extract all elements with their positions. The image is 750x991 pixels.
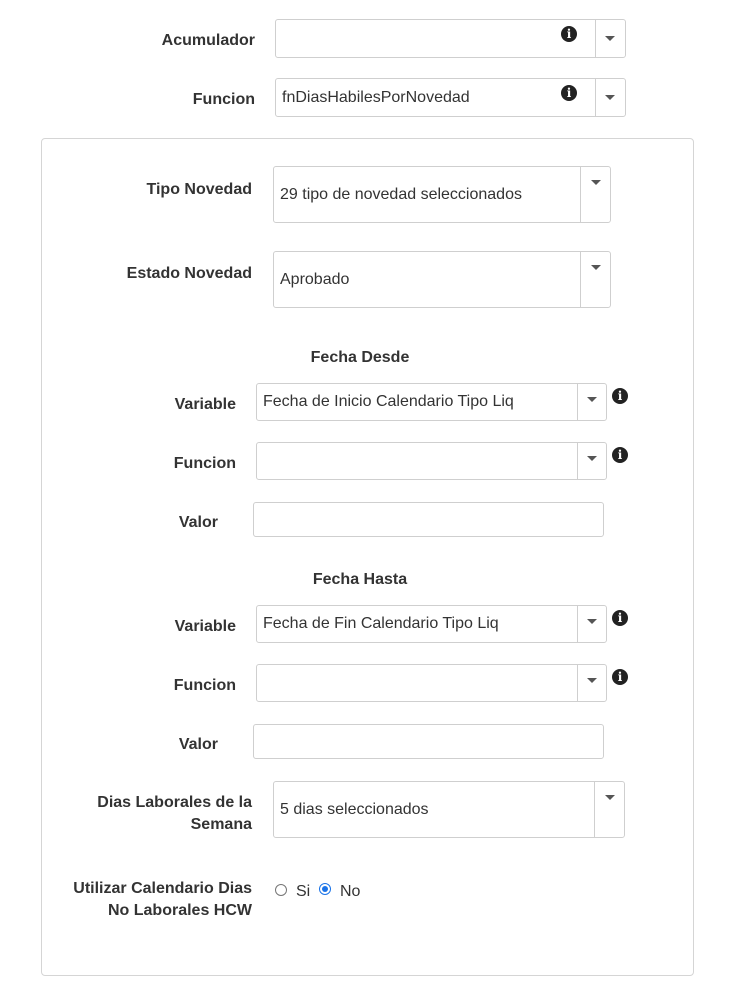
chevron-down-icon xyxy=(591,180,601,185)
tipo-novedad-dropdown-toggle[interactable] xyxy=(580,167,611,222)
fecha-desde-variable-value: Fecha de Inicio Calendario Tipo Liq xyxy=(263,393,514,410)
fecha-hasta-variable-select[interactable] xyxy=(256,605,607,643)
fecha-hasta-valor-input[interactable] xyxy=(253,724,604,759)
fecha-hasta-funcion-label: Funcion xyxy=(173,677,236,694)
funcion-label: Funcion xyxy=(192,91,255,108)
calendario-radio-no-label[interactable]: No xyxy=(340,883,361,900)
calendario-radio-si[interactable] xyxy=(275,884,287,896)
estado-novedad-dropdown-toggle[interactable] xyxy=(580,252,611,307)
info-icon[interactable]: i xyxy=(561,85,577,101)
fecha-desde-funcion-select[interactable] xyxy=(256,442,607,480)
estado-novedad-value: Aprobado xyxy=(280,270,350,288)
fecha-hasta-variable-label: Variable xyxy=(174,618,236,635)
fecha-hasta-funcion-select[interactable] xyxy=(256,664,607,702)
chevron-down-icon xyxy=(587,397,597,402)
info-icon[interactable]: i xyxy=(612,610,628,626)
fecha-desde-variable-select[interactable] xyxy=(256,383,607,421)
dias-laborales-dropdown-toggle[interactable] xyxy=(594,782,625,837)
chevron-down-icon xyxy=(587,456,597,461)
fecha-desde-funcion-dropdown-toggle[interactable] xyxy=(577,443,608,479)
dias-laborales-label-line2: Semana xyxy=(190,816,252,833)
estado-novedad-select[interactable] xyxy=(273,251,611,308)
dias-laborales-label-line1: Dias Laborales de la xyxy=(97,794,252,811)
calendario-radio-si-label[interactable]: Si xyxy=(296,883,311,900)
info-icon[interactable]: i xyxy=(612,447,628,463)
fecha-desde-valor-input[interactable] xyxy=(253,502,604,537)
chevron-down-icon xyxy=(587,619,597,624)
fecha-hasta-title: Fecha Hasta xyxy=(312,571,408,588)
fecha-hasta-funcion-dropdown-toggle[interactable] xyxy=(577,665,608,701)
fecha-desde-valor-label: Valor xyxy=(178,514,218,531)
tipo-novedad-value: 29 tipo de novedad seleccionados xyxy=(280,185,522,203)
acumulador-select[interactable] xyxy=(275,19,626,58)
acumulador-label: Acumulador xyxy=(161,32,255,49)
chevron-down-icon xyxy=(605,36,615,41)
fecha-hasta-valor-label: Valor xyxy=(178,736,218,753)
calendario-label-line1: Utilizar Calendario Dias xyxy=(73,880,252,897)
fecha-desde-funcion-label: Funcion xyxy=(173,455,236,472)
acumulador-dropdown-toggle[interactable] xyxy=(595,20,626,57)
funcion-value: fnDiasHabilesPorNovedad xyxy=(282,88,470,106)
info-icon[interactable]: i xyxy=(561,26,577,42)
calendario-label-line2: No Laborales HCW xyxy=(107,902,252,919)
fecha-hasta-variable-value: Fecha de Fin Calendario Tipo Liq xyxy=(263,615,499,632)
fecha-hasta-variable-dropdown-toggle[interactable] xyxy=(577,606,608,642)
dias-laborales-value: 5 dias seleccionados xyxy=(280,800,429,818)
chevron-down-icon xyxy=(605,95,615,100)
calendario-label xyxy=(40,878,252,922)
fecha-desde-variable-dropdown-toggle[interactable] xyxy=(577,384,608,420)
info-icon[interactable]: i xyxy=(612,388,628,404)
dias-laborales-label xyxy=(60,792,252,836)
fecha-desde-title: Fecha Desde xyxy=(310,349,410,366)
info-icon[interactable]: i xyxy=(612,669,628,685)
fecha-desde-variable-label: Variable xyxy=(174,396,236,413)
funcion-select[interactable] xyxy=(275,78,626,117)
chevron-down-icon xyxy=(587,678,597,683)
tipo-novedad-label: Tipo Novedad xyxy=(146,181,252,198)
dias-laborales-select[interactable] xyxy=(273,781,625,838)
chevron-down-icon xyxy=(605,795,615,800)
funcion-dropdown-toggle[interactable] xyxy=(595,79,626,116)
calendario-radio-no[interactable] xyxy=(319,883,331,895)
chevron-down-icon xyxy=(591,265,601,270)
estado-novedad-label: Estado Novedad xyxy=(126,265,252,282)
tipo-novedad-select[interactable] xyxy=(273,166,611,223)
